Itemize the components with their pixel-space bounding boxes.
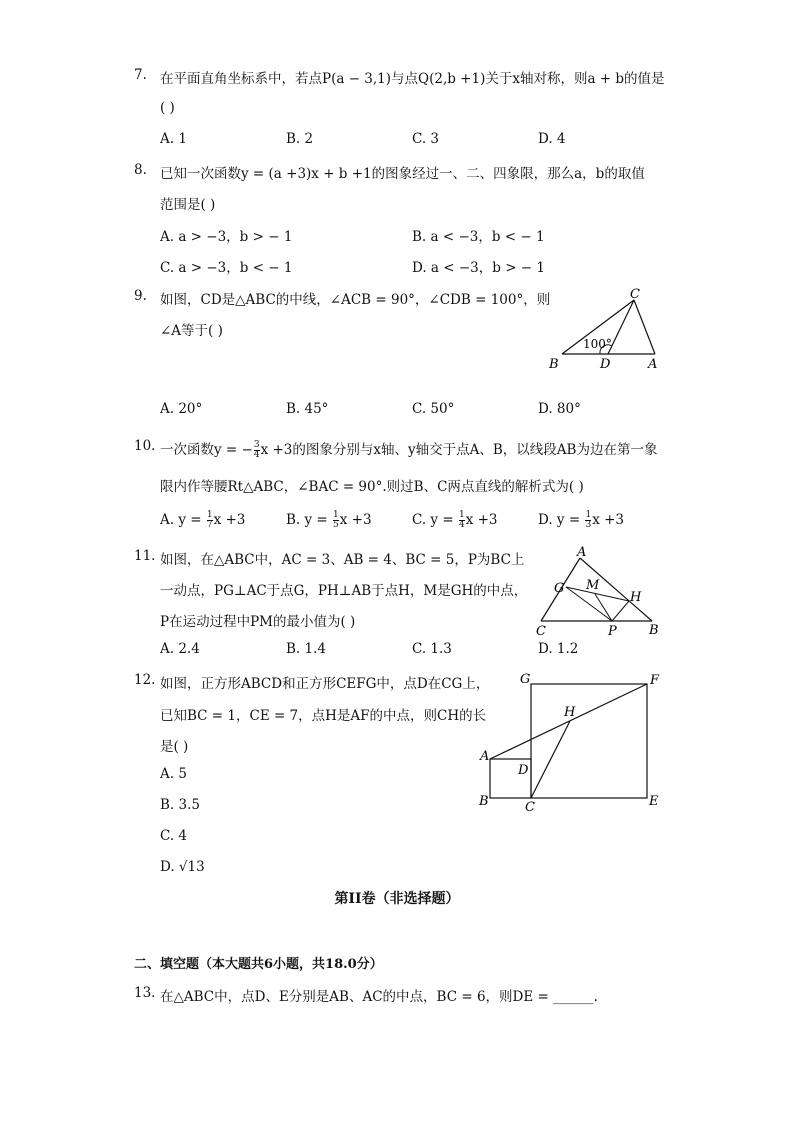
- question-10-option-b[interactable]: B. y = $\frac{1}{5}$ x +3: [286, 510, 372, 530]
- figure12-label-g: G: [520, 672, 531, 687]
- question-12-stem-cont1: 已知BC = 1，CE = 7，点H是AF的中点，则CH的长: [160, 708, 487, 724]
- figure9-label-b: B: [549, 357, 559, 372]
- figure12-label-h: H: [564, 705, 576, 720]
- question-7-option-d[interactable]: D. 4: [538, 131, 566, 147]
- question-13-number: 13.: [134, 985, 156, 1001]
- figure11-label-h: H: [630, 590, 642, 605]
- question-9-option-b[interactable]: B. 45°: [286, 401, 329, 417]
- question-12-stem: 如图，正方形ABCD和正方形CEFG中，点D在CG上，: [160, 676, 490, 692]
- question-12-option-c[interactable]: C. 4: [160, 828, 188, 844]
- figure11-label-b: B: [649, 623, 659, 638]
- question-12-option-b[interactable]: B. 3.5: [160, 797, 200, 813]
- question-13-stem[interactable]: 在△ABC中，点D、E分别是AB、AC的中点，BC = 6，则DE = ______.: [160, 989, 598, 1005]
- question-12-number: 12.: [134, 672, 156, 688]
- question-11-stem: 如图，在△ABC中，AC = 3、AB = 4、BC = 5，P为BC上: [160, 552, 525, 568]
- question-11-option-a[interactable]: A. 2.4: [160, 641, 200, 657]
- section-ii-title: 第II卷（非选择题）: [334, 891, 460, 907]
- question-7-option-c[interactable]: C. 3: [412, 131, 440, 147]
- question-10-stem-pre: 一次函数y = −: [160, 442, 253, 458]
- question-8-option-a[interactable]: A. a > −3，b > − 1: [160, 229, 293, 245]
- question-7-number: 7.: [134, 67, 147, 83]
- question-11-stem-cont2: P在运动过程中PM的最小值为( ): [160, 614, 356, 630]
- question-11-option-c[interactable]: C. 1.3: [412, 641, 452, 657]
- question-10-stem: [160, 438, 657, 460]
- figure11-label-c: C: [536, 624, 546, 639]
- question-10-option-c[interactable]: C. y = $\frac{1}{4}$ x +3: [412, 510, 498, 530]
- figure11-label-p: P: [608, 624, 617, 639]
- question-10-option-a[interactable]: A. y = $\frac{1}{7}$ x +3: [160, 510, 246, 530]
- question-12-squares-figure: [474, 668, 674, 818]
- question-7-option-a[interactable]: A. 1: [160, 131, 187, 147]
- question-9-option-c[interactable]: C. 50°: [412, 401, 455, 417]
- figure9-label-d: D: [600, 357, 611, 372]
- question-11-option-b[interactable]: B. 1.4: [286, 641, 326, 657]
- question-11-option-d[interactable]: D. 1.2: [538, 641, 579, 657]
- question-7-stem: 在平面直角坐标系中，若点P(a − 3,1)与点Q(2,b +1)关于x轴对称，则a + b的值是: [160, 71, 665, 87]
- question-11-number: 11.: [134, 548, 156, 564]
- question-9-option-d[interactable]: D. 80°: [538, 401, 581, 417]
- question-9-triangle-figure: [540, 284, 670, 376]
- question-9-number: 9.: [134, 288, 147, 304]
- figure12-label-f: F: [650, 673, 660, 688]
- question-12-option-d[interactable]: D. √13: [160, 859, 205, 875]
- figure12-label-a: A: [480, 749, 490, 764]
- question-12-stem-cont2: 是( ): [160, 739, 189, 755]
- question-10-fraction: $\frac{3}{4}$: [253, 440, 260, 460]
- figure12-label-b: B: [479, 794, 489, 809]
- figure11-label-a: A: [577, 546, 587, 560]
- question-8-option-d[interactable]: D. a < −3，b > − 1: [412, 260, 545, 276]
- question-8-option-c[interactable]: C. a > −3，b < − 1: [160, 260, 293, 276]
- question-9-stem: 如图，CD是△ABC的中线，∠ACB = 90°，∠CDB = 100°，则: [160, 292, 551, 308]
- figure12-label-e: E: [649, 794, 659, 809]
- figure12-label-d: D: [518, 763, 529, 778]
- question-11-triangle-figure: [528, 546, 664, 640]
- question-8-option-b[interactable]: B. a < −3，b < − 1: [412, 229, 545, 245]
- fill-blank-section-heading: 二、填空题（本大题共6小题，共18.0分）: [134, 957, 383, 972]
- question-12-option-a[interactable]: A. 5: [160, 766, 187, 782]
- question-10-stem-post: x +3的图象分别与x轴、y轴交于点A、B，以线段AB为边在第一象: [260, 442, 658, 458]
- figure11-label-g: G: [554, 581, 565, 596]
- figure9-label-c: C: [630, 287, 640, 302]
- question-8-stem-cont: 范围是( ): [160, 197, 216, 213]
- question-8-number: 8.: [134, 162, 147, 178]
- question-7-option-b[interactable]: B. 2: [286, 131, 314, 147]
- figure9-label-a: A: [648, 357, 658, 372]
- question-10-option-d[interactable]: D. y = $\frac{1}{3}$ x +3: [538, 510, 624, 530]
- question-11-stem-cont1: 一动点，PG⊥AC于点G，PH⊥AB于点H，M是GH的中点，: [160, 583, 528, 599]
- question-10-stem-cont: 限内作等腰Rt△ABC，∠BAC = 90°.则过B、C两点直线的解析式为( ): [160, 479, 584, 495]
- question-8-stem: 已知一次函数y = (a +3)x + b +1的图象经过一、二、四象限，那么a，b的取值: [160, 166, 645, 182]
- figure12-label-c: C: [525, 800, 535, 815]
- figure9-angle-label: 100°: [583, 337, 612, 351]
- question-9-stem-cont: ∠A等于( ): [160, 323, 223, 339]
- question-7-stem-cont: ( ): [160, 100, 175, 116]
- figure11-label-m: M: [586, 578, 600, 593]
- question-9-option-a[interactable]: A. 20°: [160, 401, 203, 417]
- question-10-number: 10.: [134, 438, 156, 454]
